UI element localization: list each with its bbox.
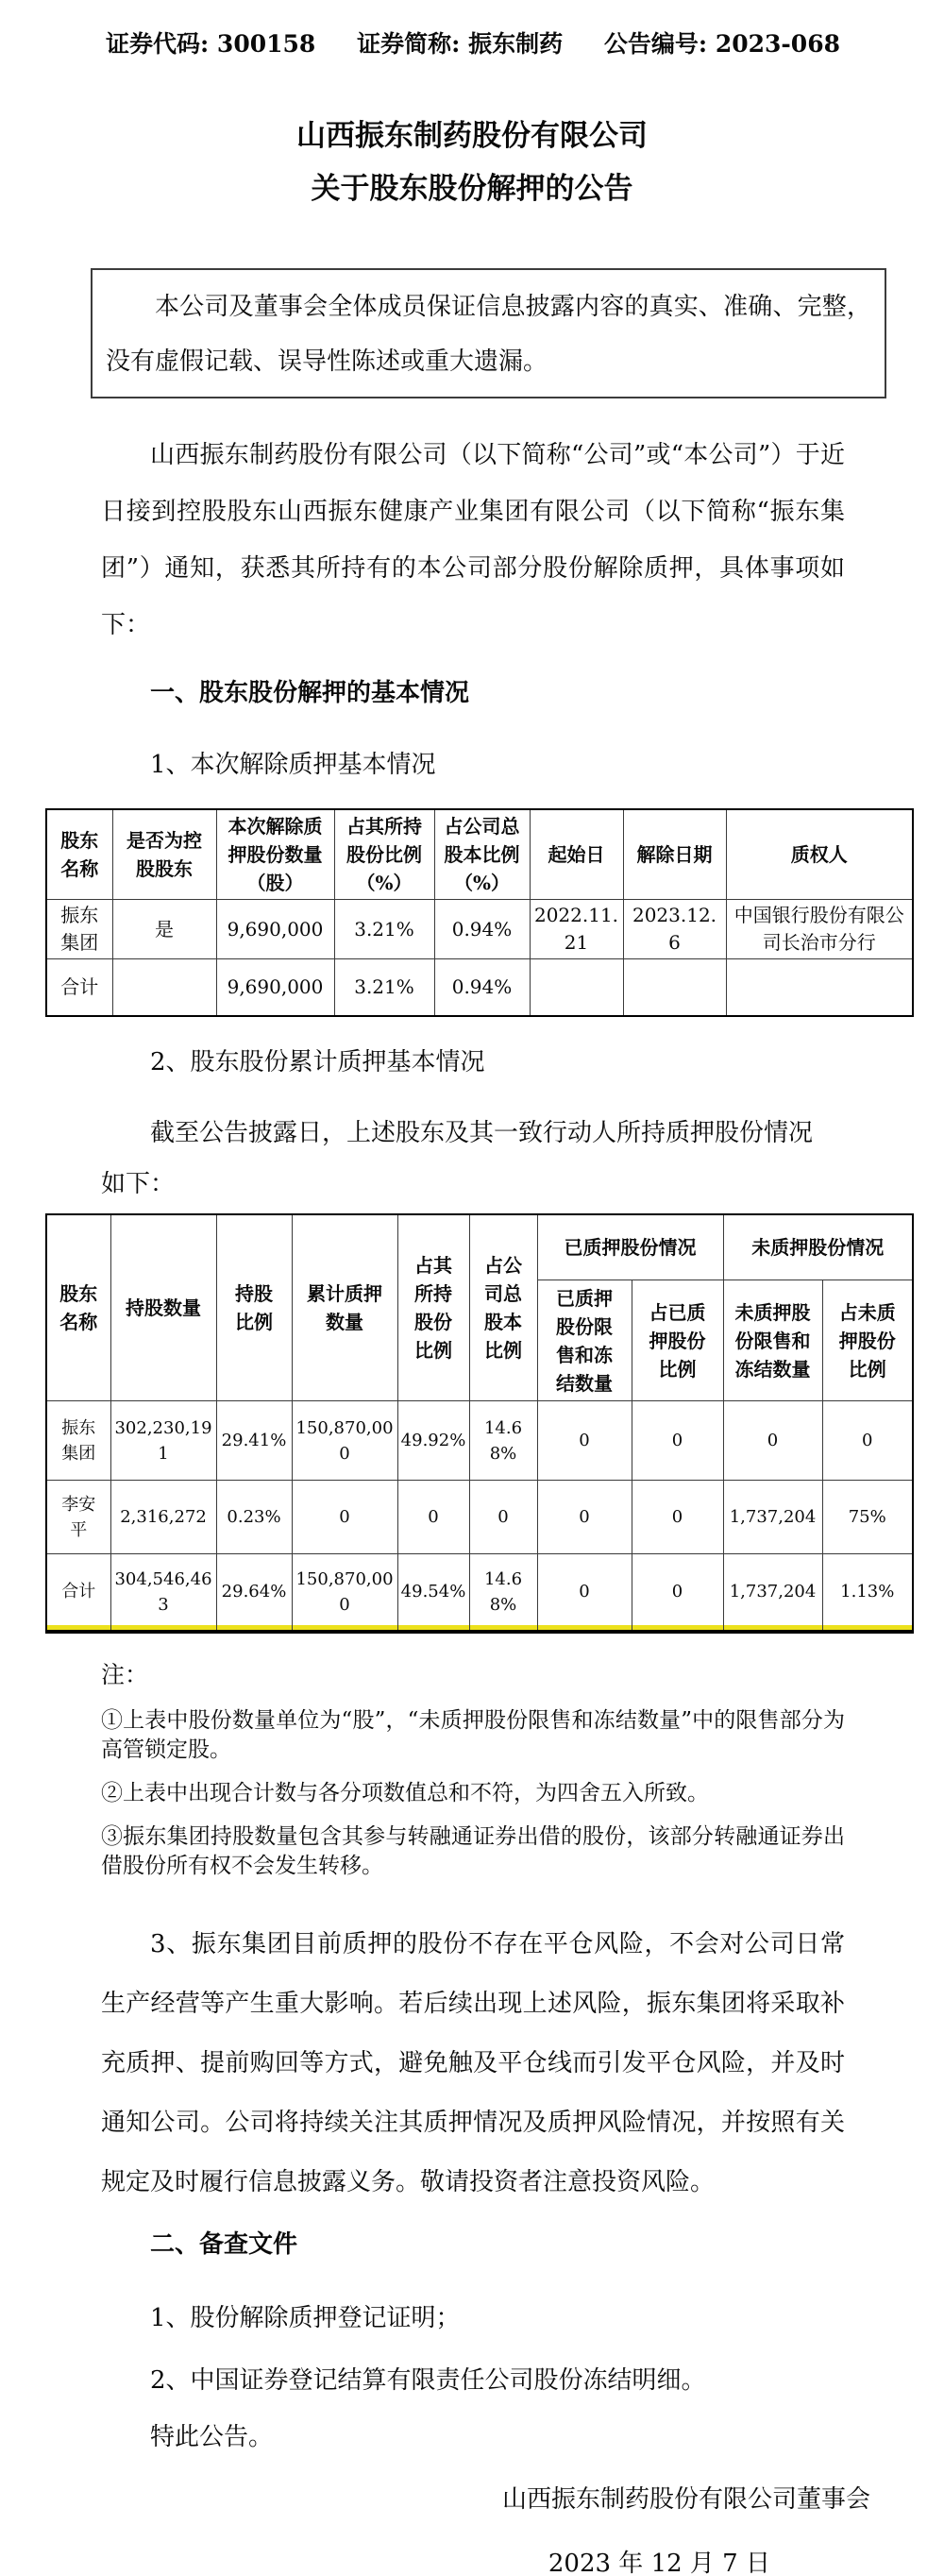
section2-heading: 二、备查文件 bbox=[150, 2229, 298, 2259]
table-cell: 振东集团 bbox=[46, 900, 112, 959]
header-cell: 未质押股份限售和冻结数量 bbox=[723, 1280, 822, 1401]
announcement-date: 2023 年 12 月 7 日 bbox=[548, 2549, 770, 2576]
table-cell bbox=[623, 959, 726, 1016]
header-group-unpledged: 未质押股份情况 bbox=[723, 1214, 913, 1280]
table-cell: 0 bbox=[537, 1481, 632, 1554]
header-cell: 股东名称 bbox=[46, 809, 112, 900]
table-cell: 29.64% bbox=[216, 1554, 292, 1632]
doc-title: 山西振东制药股份有限公司 bbox=[296, 119, 648, 153]
table-cell: 合计 bbox=[46, 959, 112, 1016]
note-1: ①上表中股份数量单位为“股”，“未质押股份限售和冻结数量”中的限售部分为高管锁定股。 bbox=[101, 1707, 845, 1762]
table-cell: 14.68% bbox=[469, 1401, 537, 1481]
header-cell: 持股比例 bbox=[216, 1214, 292, 1401]
header-cell: 质权人 bbox=[726, 809, 913, 900]
table-cell: 14.68% bbox=[469, 1554, 537, 1632]
table-cell: 2,316,272 bbox=[110, 1481, 216, 1554]
table-header-row bbox=[46, 809, 913, 900]
table-row bbox=[46, 1481, 913, 1554]
header-cell: 是否为控股股东 bbox=[112, 809, 216, 900]
board-signature: 山西振东制药股份有限公司董事会 bbox=[501, 2484, 870, 2514]
header-cell: 占其所持股份比例 bbox=[397, 1214, 469, 1401]
table-row bbox=[46, 900, 913, 959]
table-cell: 150,870,000 bbox=[292, 1401, 397, 1481]
table-cell: 0 bbox=[822, 1401, 913, 1481]
table-cell: 75% bbox=[822, 1481, 913, 1554]
table-cell: 29.41% bbox=[216, 1401, 292, 1481]
table-cell: 304,546,463 bbox=[110, 1554, 216, 1632]
paragraph-line: 截至公告披露日，上述股东及其一致行动人所持质押股份情况 bbox=[150, 1118, 814, 1147]
header-cell: 股东名称 bbox=[46, 1214, 110, 1401]
header-cell: 持股数量 bbox=[110, 1214, 216, 1401]
table-cell bbox=[530, 959, 623, 1016]
table-cell: 1.13% bbox=[822, 1554, 913, 1632]
note-3: ③振东集团持股数量包含其参与转融通证券出借的股份，该部分转融通证券出借股份所有权不会发生转移。 bbox=[101, 1823, 845, 1878]
table-cell: 9,690,000 bbox=[216, 959, 334, 1016]
reference-doc-1: 1、股份解除质押登记证明； bbox=[150, 2303, 461, 2332]
table-group-header-row bbox=[46, 1214, 913, 1280]
closing-statement: 特此公告。 bbox=[150, 2422, 274, 2451]
note-2: ②上表中出现合计数与各分项数值总和不符，为四舍五入所致。 bbox=[101, 1780, 709, 1805]
table-cell: 9,690,000 bbox=[216, 900, 334, 959]
header-cell: 占公司总股本比例（%） bbox=[434, 809, 530, 900]
header-group-pledged: 已质押股份情况 bbox=[537, 1214, 723, 1280]
header-cell: 起始日 bbox=[530, 809, 623, 900]
table-row bbox=[46, 1401, 913, 1481]
securities-code-line bbox=[106, 28, 840, 60]
table-cell: 0 bbox=[292, 1481, 397, 1554]
table-cell: 2022.11.21 bbox=[530, 900, 623, 959]
doc-subtitle: 关于股东股份解押的公告 bbox=[311, 172, 633, 206]
securities-abbr: 证券简称: 振东制药 bbox=[357, 30, 564, 58]
table-cell: 0 bbox=[632, 1554, 723, 1632]
table-cell: 0.23% bbox=[216, 1481, 292, 1554]
announcement-no: 公告编号: 2023-068 bbox=[603, 30, 840, 58]
table-cell: 302,230,191 bbox=[110, 1401, 216, 1481]
table-cell: 0.94% bbox=[434, 900, 530, 959]
pledge-release-table bbox=[45, 808, 914, 1017]
table-cell: 0 bbox=[469, 1481, 537, 1554]
header-cell: 解除日期 bbox=[623, 809, 726, 900]
table-total-row bbox=[46, 1554, 913, 1632]
table-cell: 0 bbox=[397, 1481, 469, 1554]
table-total-row bbox=[46, 959, 913, 1016]
header-cell: 已质押股份限售和冻结数量 bbox=[537, 1280, 632, 1401]
securities-code: 证券代码: 300158 bbox=[106, 30, 316, 58]
notes-label: 注： bbox=[101, 1660, 149, 1688]
section1-item2: 2、股东股份累计质押基本情况 bbox=[150, 1047, 485, 1076]
intro-paragraph: 山西振东制药股份有限公司（以下简称“公司”或“本公司”）于近日接到控股股东山西振东健康产业集团有限公司（以下简称“振东集团”）通知，获悉其所持有的本公司部分股份解除质押，具体事项如下： bbox=[101, 441, 845, 639]
header-cell: 累计质押数量 bbox=[292, 1214, 397, 1401]
truthfulness-statement: 本公司及董事会全体成员保证信息披露内容的真实、准确、完整，没有虚假记载、误导性陈述或重大遗漏。 bbox=[106, 293, 871, 376]
table-cell: 1,737,204 bbox=[723, 1481, 822, 1554]
table-cell bbox=[726, 959, 913, 1016]
cumulative-pledge-paragraph bbox=[101, 1108, 845, 1210]
table-cell: 0 bbox=[537, 1401, 632, 1481]
header-cell: 占公司总股本比例 bbox=[469, 1214, 537, 1401]
table-cell: 150,870,000 bbox=[292, 1554, 397, 1632]
truthfulness-statement-box bbox=[91, 268, 886, 398]
table-cell bbox=[112, 959, 216, 1016]
header-cell: 占已质押股份比例 bbox=[632, 1280, 723, 1401]
table-cell: 李安平 bbox=[46, 1481, 110, 1554]
cumulative-pledge-table bbox=[45, 1213, 914, 1634]
table-cell: 49.54% bbox=[397, 1554, 469, 1632]
header-cell: 占未质押股份比例 bbox=[822, 1280, 913, 1401]
table-cell: 振东集团 bbox=[46, 1401, 110, 1481]
table-cell: 3.21% bbox=[334, 900, 434, 959]
header-cell: 占其所持股份比例（%） bbox=[334, 809, 434, 900]
table-cell: 合计 bbox=[46, 1554, 110, 1632]
table-cell: 0.94% bbox=[434, 959, 530, 1016]
table-cell: 0 bbox=[723, 1401, 822, 1481]
paragraph-line: 如下： bbox=[101, 1169, 176, 1198]
table-cell: 0 bbox=[537, 1554, 632, 1632]
section1-heading: 一、股东股份解押的基本情况 bbox=[150, 679, 470, 707]
table-cell: 0 bbox=[632, 1401, 723, 1481]
table-cell: 3.21% bbox=[334, 959, 434, 1016]
section1-item1: 1、本次解除质押基本情况 bbox=[150, 751, 436, 779]
table-cell: 中国银行股份有限公司长治市分行 bbox=[726, 900, 913, 959]
table-cell: 2023.12.6 bbox=[623, 900, 726, 959]
table-cell: 是 bbox=[112, 900, 216, 959]
table-cell: 49.92% bbox=[397, 1401, 469, 1481]
risk-paragraph: 3、振东集团目前质押的股份不存在平仓风险，不会对公司日常生产经营等产生重大影响。若后续出现上述风险，振东集团将采取补充质押、提前购回等方式，避免触及平仓线而引发平仓风险，并及时通知公司。公司将持续关注其质押情况及质押风险情况，并按照有关规定及时履行信息披露义务。敬请投资者注意投资风险。 bbox=[101, 1929, 845, 2196]
table-cell: 0 bbox=[632, 1481, 723, 1554]
table-cell: 1,737,204 bbox=[723, 1554, 822, 1632]
reference-doc-2: 2、中国证券登记结算有限责任公司股份冻结明细。 bbox=[150, 2365, 706, 2395]
header-cell: 本次解除质押股份数量（股） bbox=[216, 809, 334, 900]
